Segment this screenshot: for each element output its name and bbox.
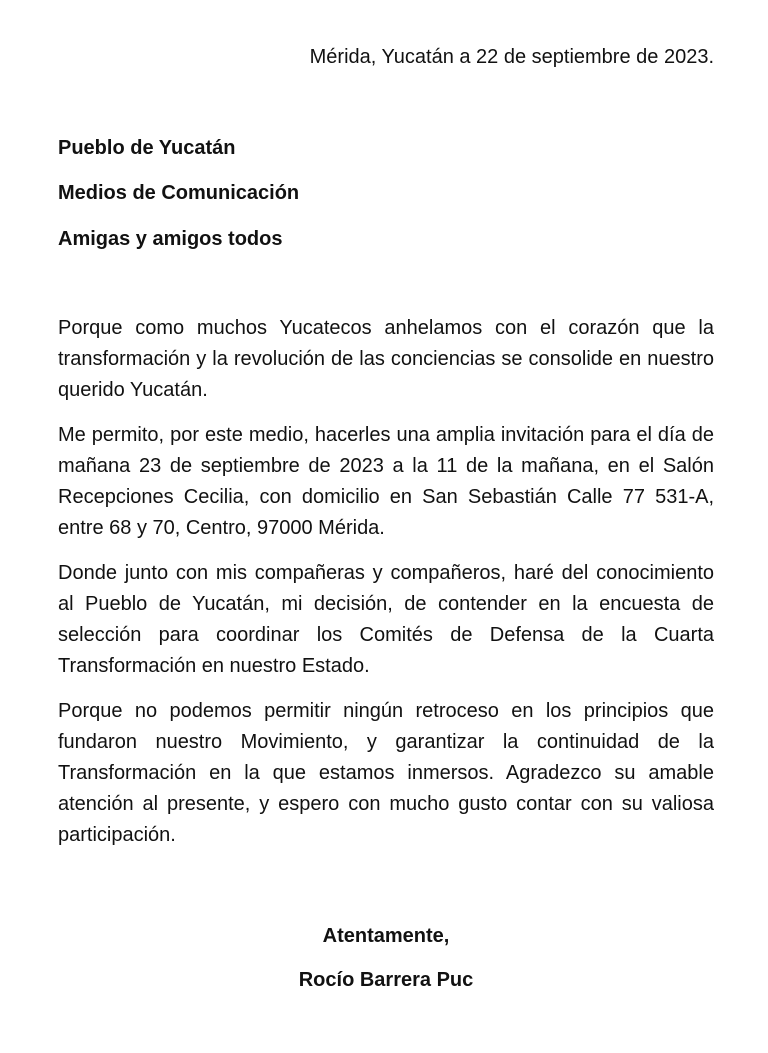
date-line: Mérida, Yucatán a 22 de septiembre de 2023. xyxy=(309,46,714,68)
paragraph-decision: Donde junto con mis compañeras y compañeros, haré del conocimiento al Pueblo de Yucatán, mi decisión, de contender en la encuesta de selección para coordinar los Comités de Defensa de la Cuarta Transformación en nuestro Estado. xyxy=(58,562,714,677)
paragraph-intro: Porque como muchos Yucatecos anhelamos con el corazón que la transformación y la revolución de las conciencias se consolide en nuestro querido Yucatán. xyxy=(58,317,714,401)
addressee-medios: Medios de Comunicación xyxy=(58,182,300,204)
addressee-amigos: Amigas y amigos todos xyxy=(58,228,283,250)
closing-salutation: Atentamente, xyxy=(322,925,450,947)
addressee-pueblo: Pueblo de Yucatán xyxy=(58,137,236,159)
paragraph-invitation: Me permito, por este medio, hacerles una amplia invitación para el día de mañana 23 de septiembre de 2023 a la 11 de la mañana, en el Salón Recepciones Cecilia, con domicilio en San Sebastián Calle 77 531-A, entre 68 y 70, Centro, 97000 Mérida. xyxy=(58,424,714,539)
paragraph-closing-remarks: Porque no podemos permitir ningún retroceso en los principios que fundaron nuestro Movimiento, y garantizar la continuidad de la Transformación en la que estamos inmersos. Agradezco su amable atención al presente, y espero con mucho gusto contar con su valiosa participación. xyxy=(58,700,714,846)
signature-name: Rocío Barrera Puc xyxy=(298,969,474,991)
letter-body xyxy=(58,313,714,865)
